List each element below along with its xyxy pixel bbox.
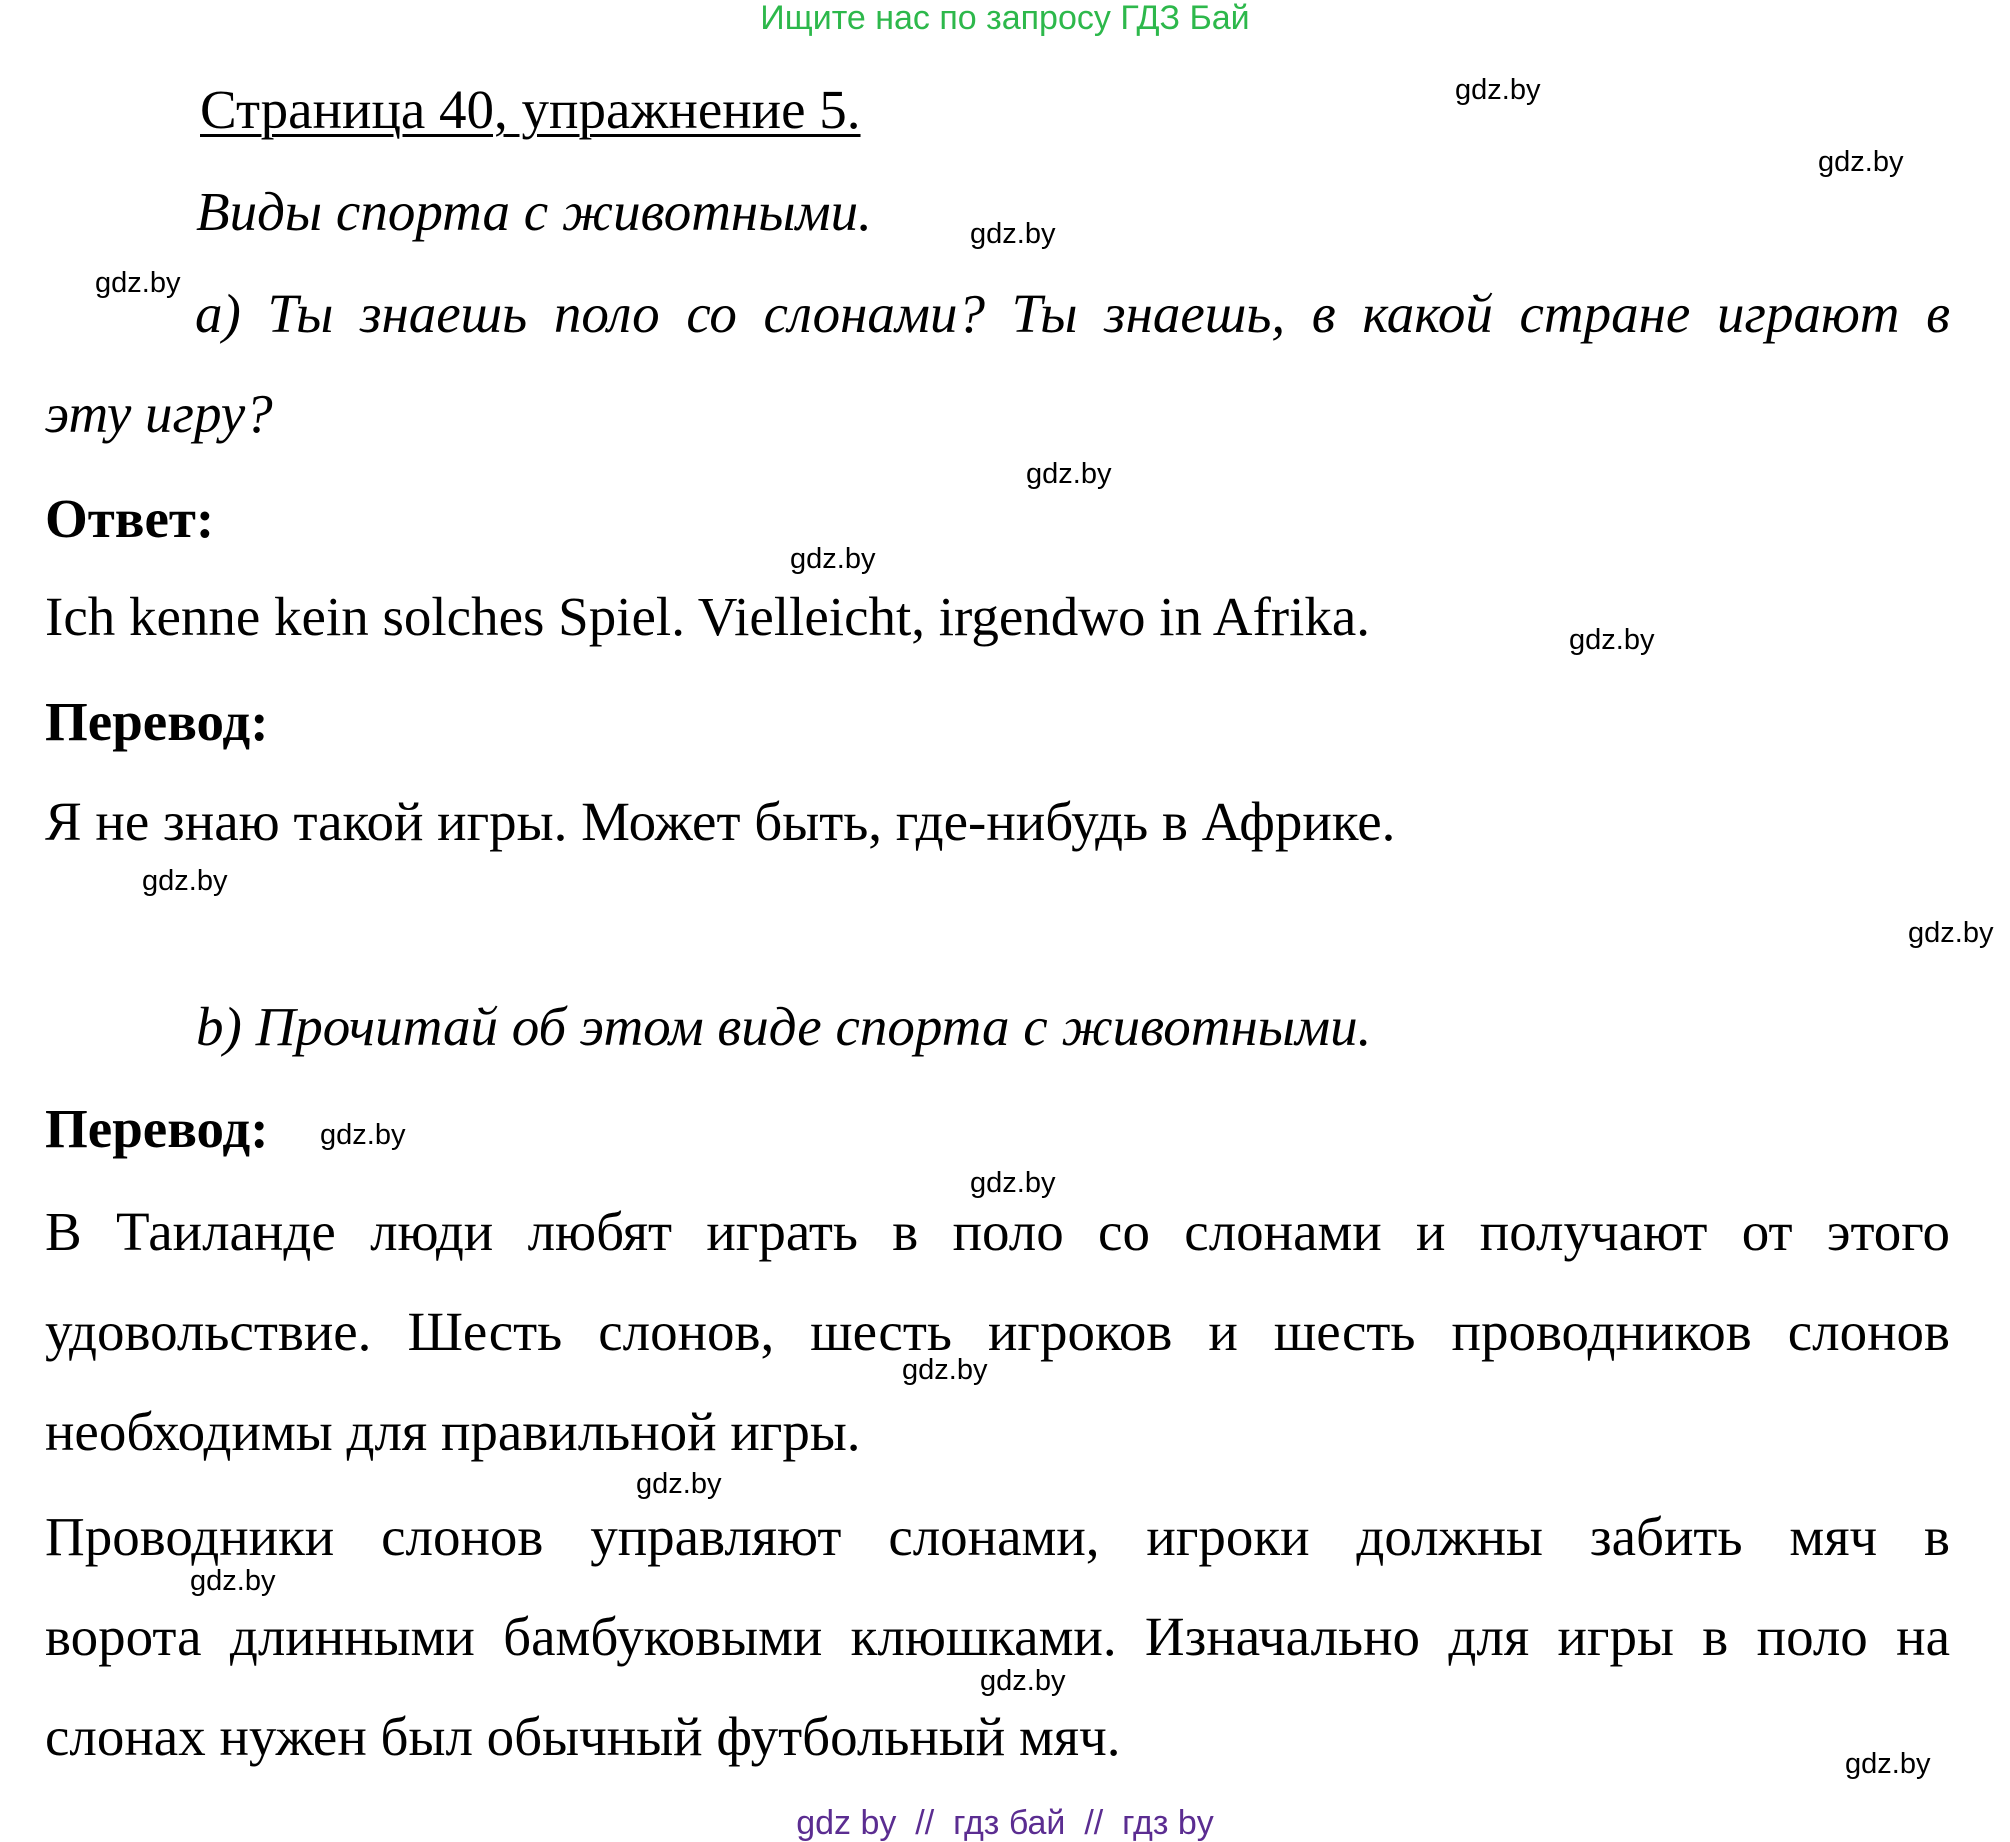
watermark: gdz.by bbox=[1026, 458, 1112, 490]
translation-paragraph-1-line-2: удовольствие. Шесть слонов, шесть игроков и шесть проводников слонов bbox=[45, 1301, 1950, 1362]
translation-label-1: Перевод: bbox=[45, 691, 269, 752]
watermark: gdz.by bbox=[1845, 1748, 1931, 1780]
watermark: gdz.by bbox=[970, 218, 1056, 250]
question-a-line-1: а) Ты знаешь поло со слонами? Ты знаешь, в какой стране играют в bbox=[195, 283, 1950, 344]
translation-text-1: Я не знаю такой игры. Может быть, где-нибудь в Африке. bbox=[45, 791, 1396, 852]
watermark: gdz.by bbox=[902, 1354, 988, 1386]
question-b: b) Прочитай об этом виде спорта с животными. bbox=[196, 996, 1372, 1057]
translation-label-2: Перевод: bbox=[45, 1098, 269, 1159]
exercise-subtitle: Виды спорта с животными. bbox=[196, 181, 872, 242]
watermark: gdz.by bbox=[1455, 74, 1541, 106]
watermark: gdz.by bbox=[1908, 917, 1994, 949]
translation-paragraph-2-line-3: слонах нужен был обычный футбольный мяч. bbox=[45, 1706, 1121, 1767]
page-title: Страница 40, упражнение 5. bbox=[200, 79, 861, 140]
watermark: gdz.by bbox=[1569, 624, 1655, 656]
bottom-banner: gdz by // гдз бай // гдз by bbox=[796, 1804, 1214, 1842]
watermark: gdz.by bbox=[142, 865, 228, 897]
watermark: gdz.by bbox=[1818, 146, 1904, 178]
translation-paragraph-2-line-1: Проводники слонов управляют слонами, игроки должны забить мяч в bbox=[45, 1506, 1950, 1567]
watermark: gdz.by bbox=[970, 1167, 1056, 1199]
watermark: gdz.by bbox=[320, 1119, 406, 1151]
translation-paragraph-2-line-2: ворота длинными бамбуковыми клюшками. Изначально для игры в поло на bbox=[45, 1606, 1950, 1667]
answer-text: Ich kenne kein solches Spiel. Vielleicht, irgendwo in Afrika. bbox=[45, 586, 1371, 647]
watermark: gdz.by bbox=[980, 1665, 1066, 1697]
translation-paragraph-1-line-1: В Таиланде люди любят играть в поло со слонами и получают от этого bbox=[45, 1201, 1950, 1262]
watermark: gdz.by bbox=[190, 1565, 276, 1597]
answer-label: Ответ: bbox=[45, 488, 215, 549]
watermark: gdz.by bbox=[790, 543, 876, 575]
translation-paragraph-1-line-3: необходимы для правильной игры. bbox=[45, 1401, 861, 1462]
top-banner: Ищите нас по запросу ГДЗ Бай bbox=[760, 0, 1250, 37]
watermark: gdz.by bbox=[636, 1468, 722, 1500]
watermark: gdz.by bbox=[95, 267, 181, 299]
question-a-line-2: эту игру? bbox=[45, 383, 273, 444]
